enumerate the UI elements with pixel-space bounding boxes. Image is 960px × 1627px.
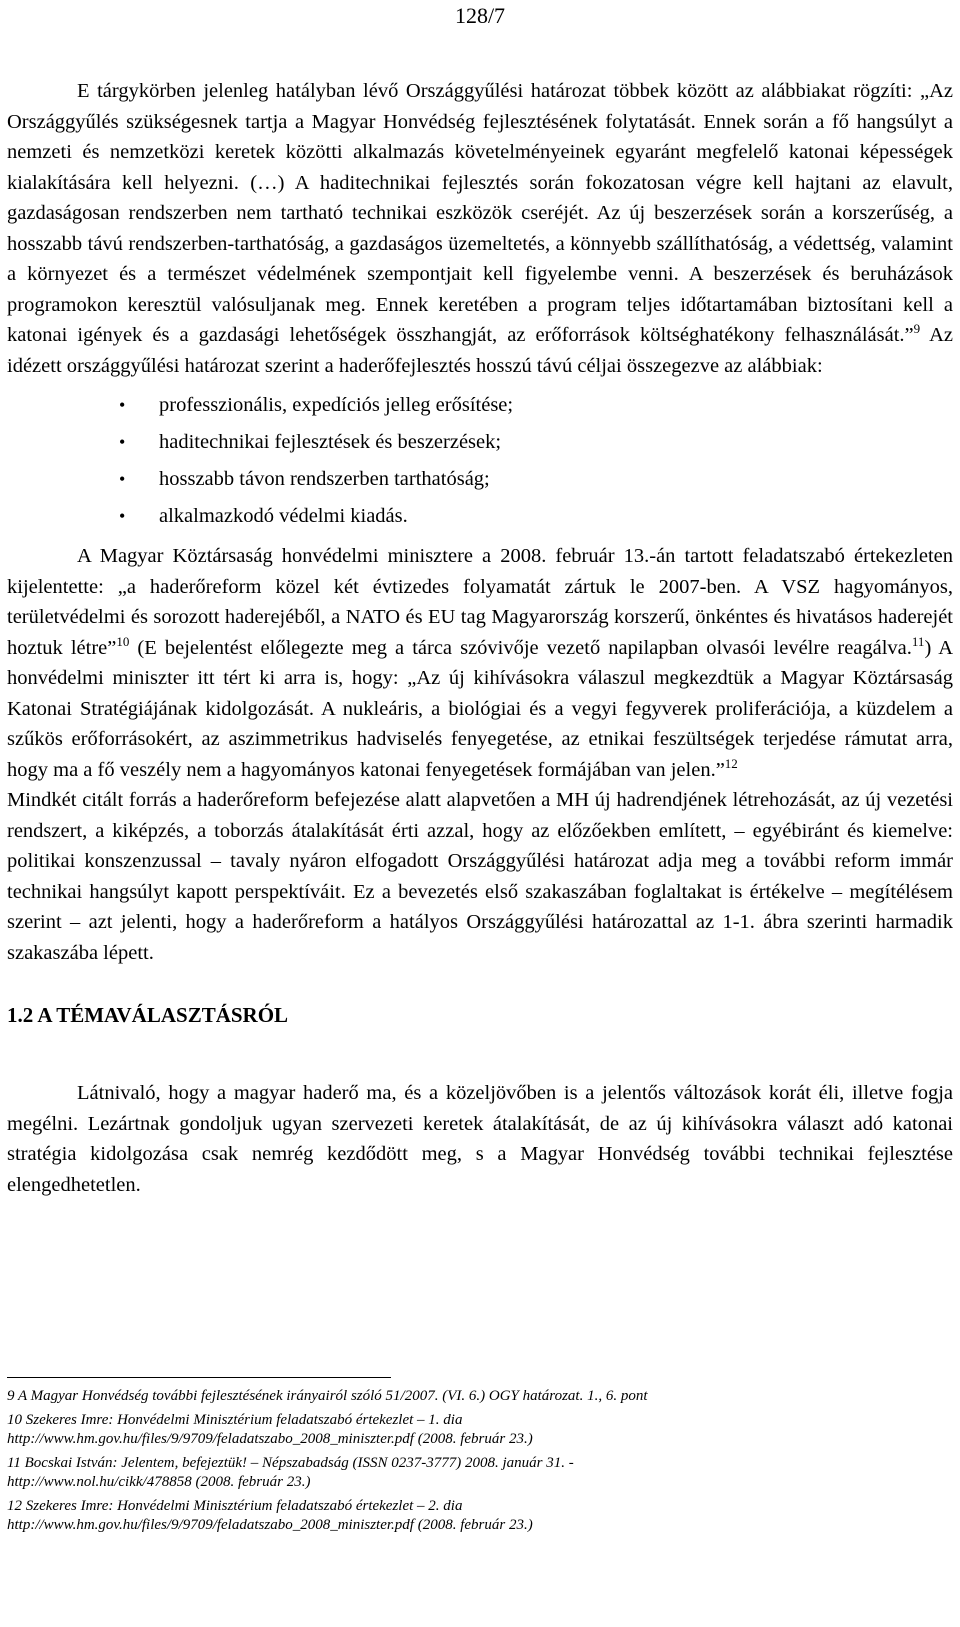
bullet-icon: •	[119, 469, 126, 489]
footnote-11	[7, 1454, 953, 1492]
list-item	[7, 424, 953, 461]
footnote-link[interactable]: http://www.hm.gov.hu/files/9/9709/feladatszabo_2008_miniszter.pdf (2008. február 23.)	[7, 1431, 533, 1447]
footnote-link[interactable]: http://www.hm.gov.hu/files/9/9709/feladatszabo_2008_miniszter.pdf (2008. február 23.)	[7, 1517, 533, 1533]
footnote-link[interactable]: http://www.nol.hu/cikk/478858 (2008. február 23.)	[7, 1474, 311, 1490]
list-item-text: professzionális, expedíciós jelleg erősítése;	[159, 394, 514, 416]
list-item	[7, 461, 953, 498]
paragraph-ogy-resolution	[7, 76, 953, 381]
list-item	[7, 498, 953, 535]
body-text	[7, 76, 953, 1200]
footnote-text: 12 Szekeres Imre: Honvédelmi Minisztérium feladatszabó értekezlet – 2. dia	[7, 1498, 463, 1514]
footnote-text: 11 Bocskai István: Jelentem, befejeztük! – Népszabadság (ISSN 0237-3777) 2008. január 31. -	[7, 1455, 574, 1471]
paragraph-text: ) A honvédelmi miniszter itt tért ki arra is, hogy: „Az új kihívásokra válaszul megkezdtük a Magyar Köztársaság Katonai Stratégiájának kidolgozását. A nukleáris, a biológiai és a vegyi fegyverek proliferációja, a küzdelem a szűkös erőforrásokért, az aszimmetrikus hadviselés fenyegetése, az etnikai feszültségek terjedése rámutat arra, hogy ma a fő veszély nem a hagyományos katonai fenyegetések formájában van jelen.”	[7, 636, 953, 781]
paragraph-minister-statement	[7, 541, 953, 785]
footnote-ref-12: 12	[724, 755, 738, 771]
list-item-text: alkalmazkodó védelmi kiadás.	[159, 505, 408, 527]
paragraph-text: E tárgykörben jelenleg hatályban lévő Országgyűlési határozat többek között az alábbiakat rögzíti: „Az Országgyűlés szükségesnek tartja a Magyar Honvédség fejlesztésének folytatását. Ennek során a fő hangsúlyt a nemzeti és nemzetközi keretek közötti alkalmazás követelményeinek egyaránt megfelelő katonai képességek kialakítására kell helyezni. (…) A haditechnikai fejlesztés során fokozatosan végre kell hajtani az elavult, gazdaságosan rendszerben nem tartható technikai eszközök cseréjét. Az új beszerzések során a korszerűség, a hosszabb távú rendszerben-tarthatóság, a gazdaságos üzemeltetés, a könnyebb szállíthatóság, a védettség, valamint a környezet és a természet védelmének szempontjait kell figyelembe venni. A beszerzések és beruházások programokon keresztül valósuljanak meg. Ennek keretében a program teljes időtartamában biztosítani kell a katonai igények és a gazdasági lehetőségek összhangját, az erőforrások költséghatékony felhasználását.”	[7, 80, 953, 346]
footnotes	[7, 1387, 953, 1540]
footnote-ref-11: 11	[911, 633, 925, 649]
bullet-icon: •	[119, 432, 126, 452]
section-heading: 1.2 A TÉMAVÁLASZTÁSRÓL	[7, 1003, 289, 1027]
footnote-ref-9: 9	[913, 321, 921, 337]
footnote-text: 9 A Magyar Honvédség további fejlesztésének irányairól szóló 51/2007. (VI. 6.) OGY határozat. 1., 6. pont	[7, 1388, 648, 1404]
bullet-icon: •	[119, 506, 126, 526]
footnote-9	[7, 1387, 953, 1406]
paragraph-topic-choice: Látnivaló, hogy a magyar haderő ma, és a közeljövőben is a jelentős változások korát éli, illetve fogja megélni. Lezártnak gondoljuk ugyan szervezeti keretek átalakítását, de az új kihívásokra választ adó katonai stratégia kidolgozása csak nemrég kezdődött meg, s a Magyar Honvédség további technikai fejlesztése elengedhetetlen.	[7, 1082, 953, 1196]
paragraph-text: (E bejelentést előlegezte meg a tárca szóvivője vezető napilapban olvasói levélre reagálva.	[129, 636, 912, 659]
goals-bullet-list	[7, 387, 953, 535]
footnote-ref-10: 10	[116, 633, 130, 649]
footnote-divider	[7, 1377, 391, 1378]
footnote-text: 10 Szekeres Imre: Honvédelmi Minisztérium feladatszabó értekezlet – 1. dia	[7, 1412, 463, 1428]
list-item-text: hosszabb távon rendszerben tarthatóság;	[159, 468, 490, 490]
paragraph-sources-summary: Mindkét citált forrás a haderőreform befejezése alatt alapvetően a MH új hadrendjének létrehozását, az új vezetési rendszert, a kiképzés, a toborzás átalakítását érti azzal, hogy az előzőekben említett, – egyébiránt és kiemelve: politikai konszenzussal – tavaly nyáron elfogadott Országgyűlési határozat adja meg a további reform immár technikai hangsúlyt kapott perspektíváit. Ez a bevezetés első szakaszában foglaltakat is értékelve – megítélésem szerint – azt jelenti, hogy a haderőreform a hatályos Országgyűlési határozattal az 1-1. ábra szerinti harmadik szakaszába lépett.	[7, 789, 953, 964]
page-number: 128/7	[454, 3, 506, 28]
footnote-10	[7, 1411, 953, 1449]
footnote-12	[7, 1497, 953, 1535]
list-item	[7, 387, 953, 424]
paragraph-text: A Magyar Köztársaság honvédelmi minisztere a 2008. február 13.-án tartott feladatszabó értekezleten kijelentette: „a haderőreform közel két évtizedes folyamatát zártuk le 2007-ben. A VSZ hagyományos, területvédelmi és sorozott haderejéből, a NATO és EU tag Magyarország korszerű, önkéntes és hivatásos haderejét hoztuk létre”	[7, 545, 953, 659]
list-item-text: haditechnikai fejlesztések és beszerzések;	[159, 431, 502, 453]
bullet-icon: •	[119, 395, 126, 415]
paragraph-text: Az idézett országgyűlési határozat szerint a haderőfejlesztés hosszú távú céljai összegezve az alábbiak:	[7, 324, 953, 377]
